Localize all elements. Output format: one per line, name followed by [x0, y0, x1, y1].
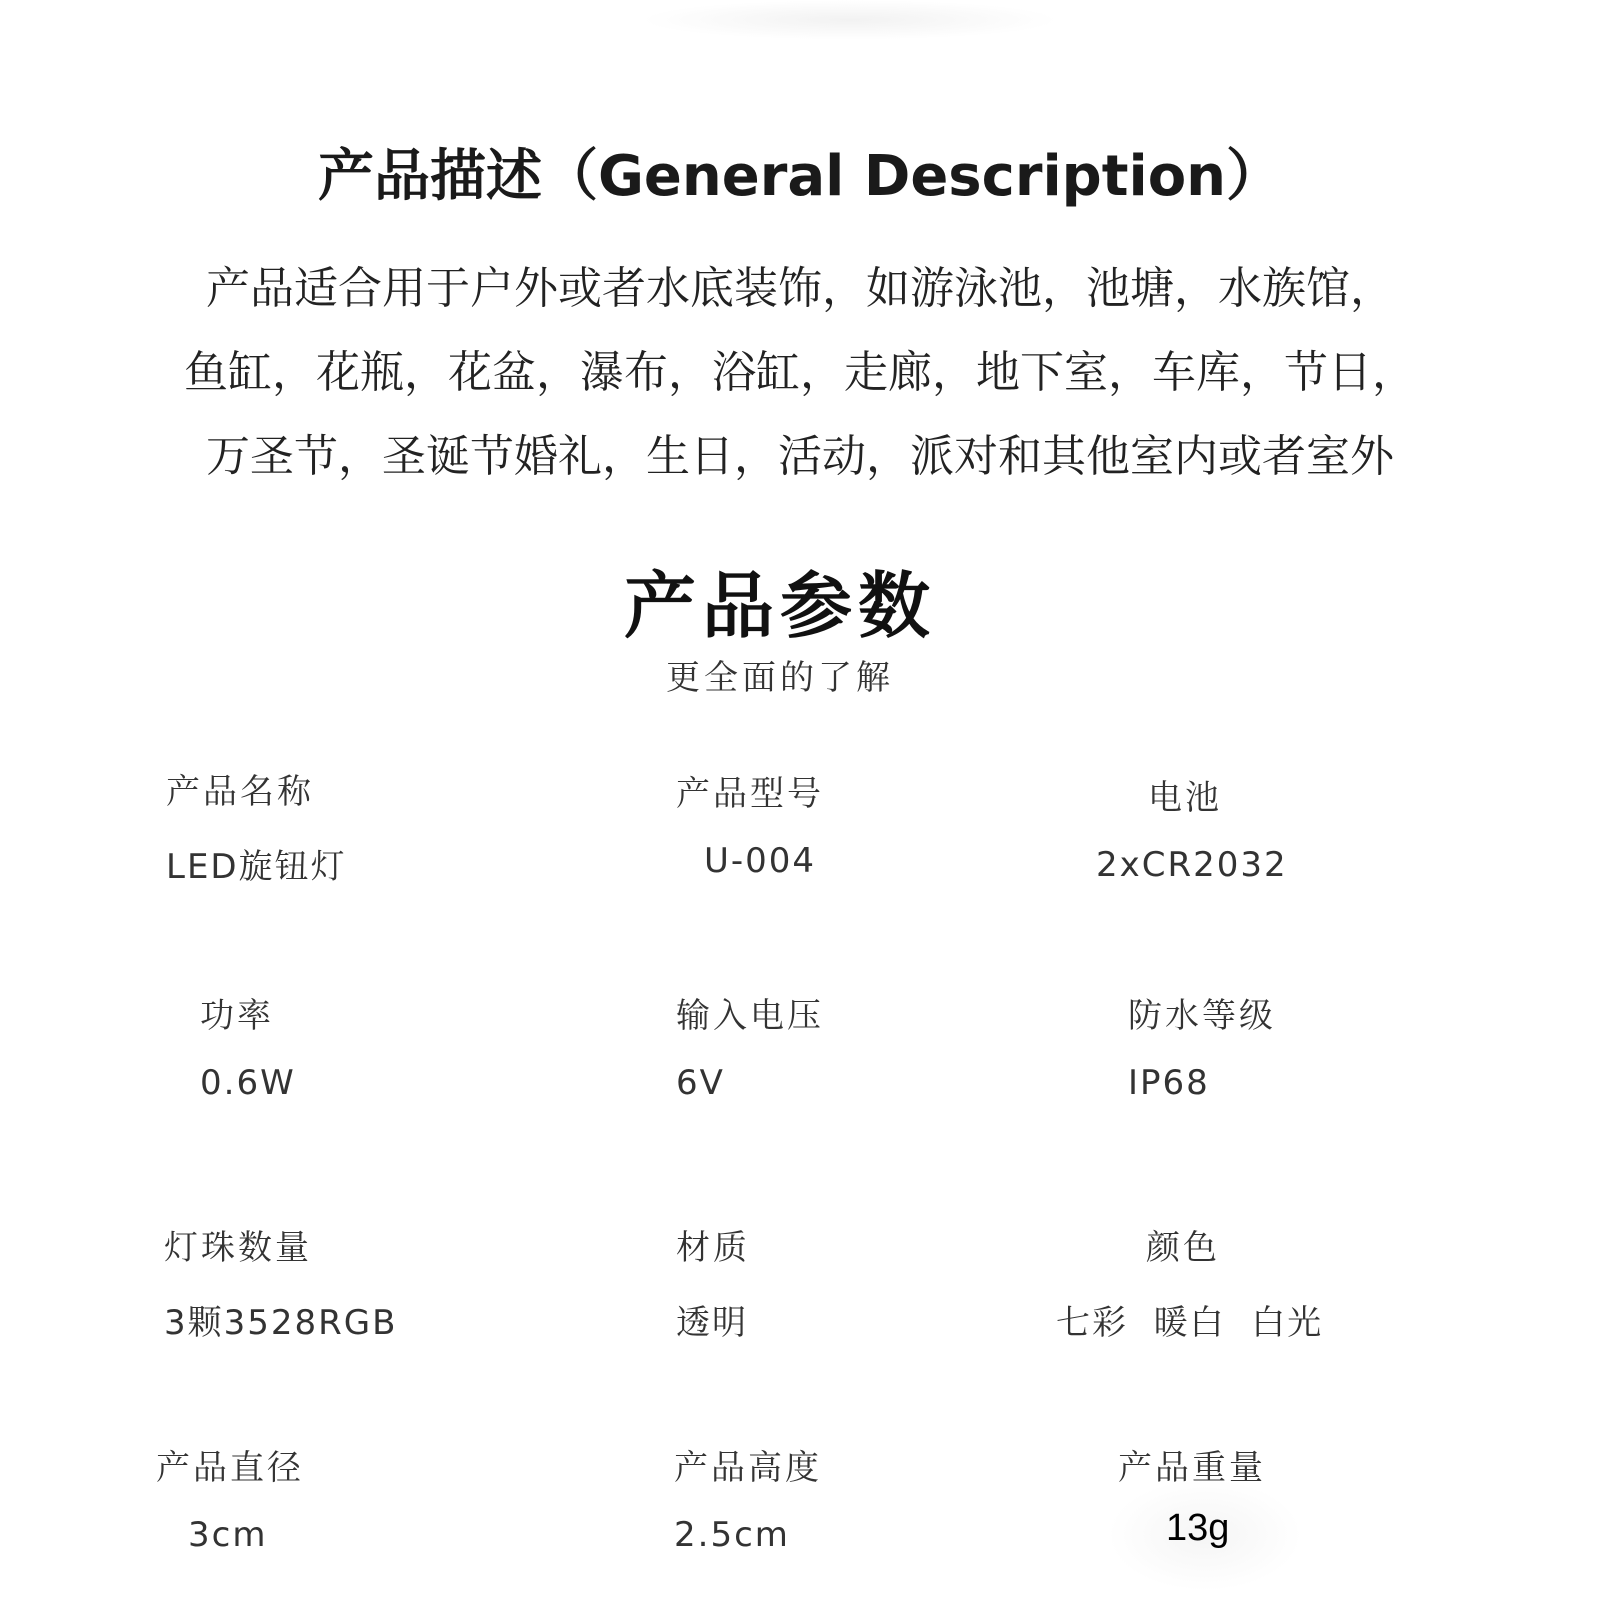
spec-value: LED旋钮灯 [166, 847, 347, 887]
spec-height [674, 1440, 1134, 1555]
spec-input-voltage [676, 988, 1136, 1103]
spec-product-model [676, 766, 1136, 881]
spec-diameter [156, 1440, 616, 1555]
params-subtitle: 更全面的了解 [666, 658, 894, 698]
description-line-2: 鱼缸，花瓶，花盆，瀑布，浴缸，走廊，地下室，车库，节日， [184, 347, 1416, 398]
spec-label: 产品名称 [166, 772, 314, 812]
top-decoration [640, 0, 1060, 40]
spec-value: 13g [1166, 1507, 1230, 1549]
spec-label: 产品型号 [676, 774, 824, 814]
spec-value: 6V [676, 1063, 725, 1103]
spec-product-name [166, 764, 626, 888]
spec-value: 透明 [676, 1303, 748, 1343]
spec-waterproof-rating [1128, 988, 1588, 1103]
spec-label: 输入电压 [676, 996, 824, 1036]
description-line-1: 产品适合用于户外或者水底装饰，如游泳池，池塘，水族馆， [206, 263, 1394, 314]
spec-color [1056, 1220, 1516, 1344]
description-title: 产品描述（General Description） [317, 144, 1283, 209]
spec-value: 0.6W [200, 1063, 296, 1103]
spec-led-count [164, 1220, 624, 1344]
spec-weight [1118, 1440, 1578, 1550]
spec-value: IP68 [1128, 1063, 1210, 1103]
spec-label: 产品重量 [1118, 1448, 1266, 1488]
spec-label: 电池 [1148, 778, 1222, 818]
spec-label: 产品高度 [674, 1448, 822, 1488]
spec-value: 七彩 暖白 白光 [1056, 1303, 1324, 1343]
spec-label: 防水等级 [1128, 996, 1276, 1036]
spec-label: 颜色 [1146, 1228, 1220, 1268]
spec-battery [1096, 770, 1556, 885]
spec-value: 3cm [188, 1515, 268, 1555]
spec-value: U-004 [704, 841, 817, 881]
spec-value: 3颗3528RGB [164, 1303, 398, 1343]
spec-label: 灯珠数量 [164, 1228, 312, 1268]
spec-label: 功率 [200, 996, 274, 1036]
spec-label: 产品直径 [156, 1448, 304, 1488]
spec-power [200, 988, 660, 1103]
spec-value: 2xCR2032 [1096, 845, 1288, 885]
spec-value: 2.5cm [674, 1515, 790, 1555]
description-line-3: 万圣节，圣诞节婚礼，生日，活动，派对和其他室内或者室外 [206, 431, 1394, 482]
spec-label: 材质 [676, 1228, 750, 1268]
params-title: 产品参数 [623, 564, 936, 648]
